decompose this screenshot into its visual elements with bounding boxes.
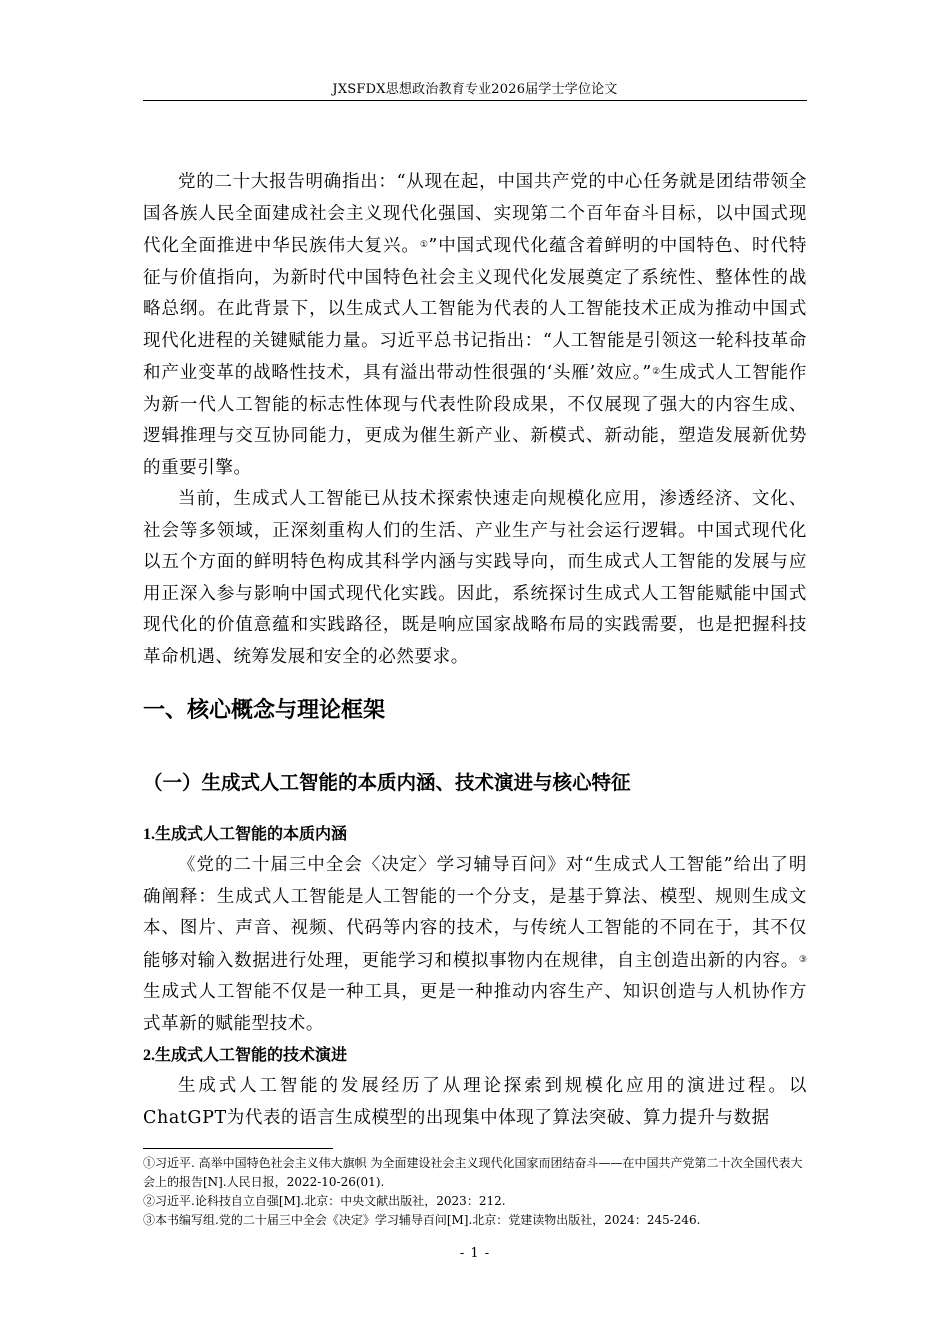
- subsubsection-title-2: 生成式人工智能的技术演进: [155, 1045, 348, 1064]
- paragraph-essence-part-a: 《党的二十届三中全会〈决定〉学习辅导百问》对“生成式人工智能”给出了明确阐释：生成式人工智能是人工智能的一个分支，是基于算法、模型、规则生成文本、图片、声音、视频、代码等内容的技术，与传统人工智能的不同在于，其不仅能够对输入数据进行处理，更能学习和模拟事物内在规律，自主创造出新的内容。: [143, 855, 807, 971]
- footnotes: [143, 1154, 807, 1230]
- footnote-ref-3[interactable]: ③: [798, 954, 807, 965]
- footnote-ref-2[interactable]: ②: [651, 367, 661, 377]
- footnote-ref-1[interactable]: ①: [419, 240, 429, 250]
- subsubsection-number-1: 1.: [143, 826, 155, 843]
- section-heading-1: 一、核心概念与理论框架: [143, 698, 386, 723]
- paragraph-intro-part-a: 党的二十大报告明确指出：“从现在起，中国共产党的中心任务就是团结带领全国各族人民全面建成社会主义现代化强国、实现第二个百年奋斗目标，以中国式现代化全面推进中华民族伟大复兴。: [143, 172, 807, 256]
- paragraph-intro-part-b: ”中国式现代化蕴含着鲜明的中国特色、时代特征与价值指向，为新时代中国特色社会主义现代化发展奠定了系统性、整体性的战略总纲。在此背景下，以生成式人工智能为代表的人工智能技术正成为推动中国式现代化进程的关键赋能力量。习近平总书记指出：“人工智能是引领这一轮科技革命和产业变革的战略性技术，具有溢出带动性很强的‘头雁’效应。”: [143, 236, 808, 383]
- subsubsection-heading-1: [143, 819, 807, 850]
- header-rule: [143, 100, 807, 101]
- body-text: [143, 167, 807, 1134]
- subsubsection-heading-2: [143, 1040, 807, 1071]
- footnote-rule: [143, 1148, 333, 1149]
- page-number: - 1 -: [459, 1246, 491, 1261]
- footnote-2: ②习近平.论科技自立自强[M].北京：中央文献出版社，2023：212.: [143, 1194, 506, 1208]
- subsubsection-title-1: 生成式人工智能的本质内涵: [155, 824, 348, 843]
- subsubsection-number-2: 2.: [143, 1047, 155, 1064]
- paragraph-intro: [143, 167, 807, 484]
- paragraph-essence-part-b: 生成式人工智能不仅是一种工具，更是一种推动内容生产、知识创造与人机协作方式革新的赋能型技术。: [143, 982, 807, 1034]
- paragraph-essence: [143, 850, 807, 1040]
- paragraph-evolution: 生成式人工智能的发展经历了从理论探索到规模化应用的演进过程。以ChatGPT为代表的语言生成模型的出现集中体现了算法突破、算力提升与数据: [143, 1076, 807, 1128]
- running-header: JXSFDX思想政治教育专业2026届学士学位论文: [332, 82, 618, 97]
- paragraph-current: 当前，生成式人工智能已从技术探索快速走向规模化应用，渗透经济、文化、社会等多领域，正深刻重构人们的生活、产业生产与社会运行逻辑。中国式现代化以五个方面的鲜明特色构成其科学内涵与实践导向，而生成式人工智能的发展与应用正深入参与影响中国式现代化实践。因此，系统探讨生成式人工智能赋能中国式现代化的价值意蕴和实践路径，既是响应国家战略布局的实践需要，也是把握科技革命机遇、统筹发展和安全的必然要求。: [143, 489, 807, 667]
- footnote-3: ③本书编写组.党的二十届三中全会《决定》学习辅导百问[M].北京：党建读物出版社，2024：245-246.: [143, 1213, 701, 1227]
- footnote-1: ①习近平. 高举中国特色社会主义伟大旗帜 为全面建设社会主义现代化国家而团结奋斗——在中国共产党第二十次全国代表大会上的报告[N].人民日报，2022-10-26(01).: [143, 1156, 803, 1189]
- paragraph-intro-part-c: 生成式人工智能作为新一代人工智能的标志性体现与代表性阶段成果，不仅展现了强大的内容生成、逻辑推理与交互协同能力，更成为催生新产业、新模式、新动能，塑造发展新优势的重要引擎。: [143, 363, 807, 478]
- subsection-heading-1: （一）生成式人工智能的本质内涵、技术演进与核心特征: [143, 771, 631, 794]
